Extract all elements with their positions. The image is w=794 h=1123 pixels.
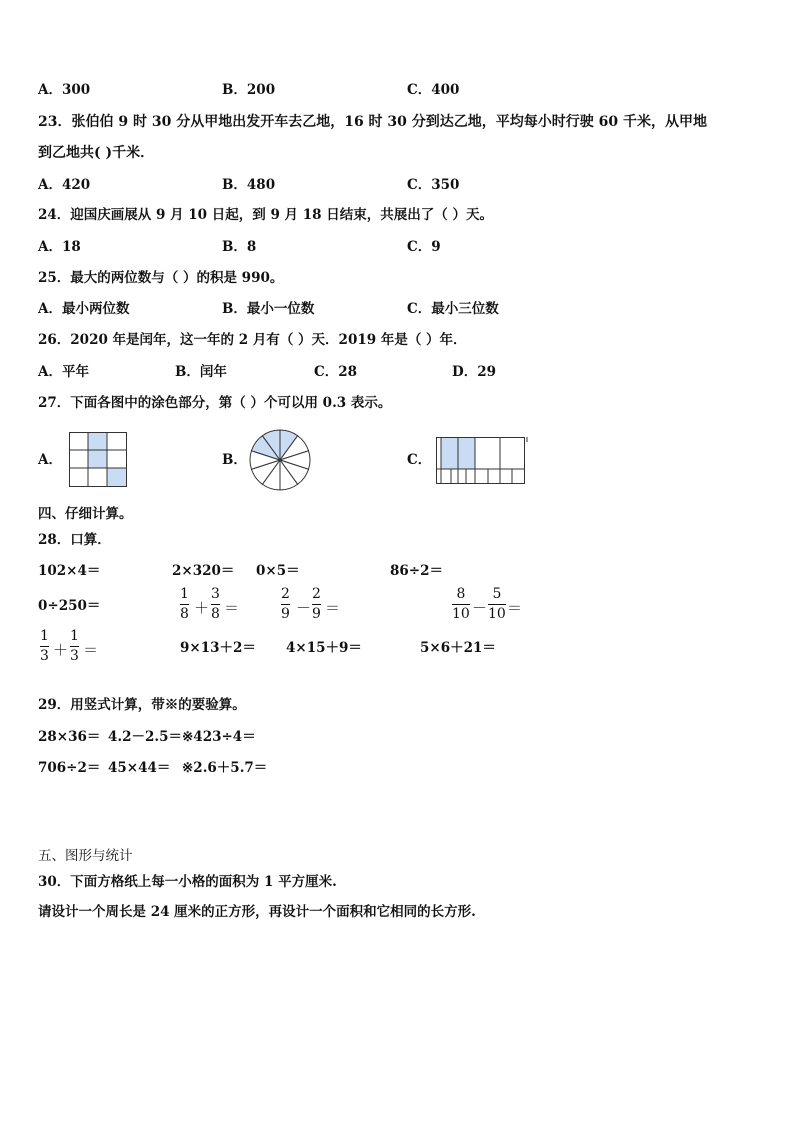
q26-option-c: C．28 xyxy=(314,364,358,380)
q28-expr: 2×320＝ xyxy=(172,563,235,579)
q25-option-c: C．最小三位数 xyxy=(407,301,499,317)
q24-option-a: A．18 xyxy=(38,239,81,255)
fraction: 5 10 xyxy=(488,586,506,623)
equals-sign: ＝ xyxy=(224,599,240,617)
equals-sign: ＝ xyxy=(83,641,99,659)
section-5-heading: 五、图形与统计 xyxy=(38,848,133,864)
figure-b-circle xyxy=(249,429,311,491)
equals-sign: ＝ xyxy=(507,599,523,617)
q24-question: 24．迎国庆画展从 9 月 10 日起，到 9 月 18 日结束，共展出了（ ）天。 xyxy=(38,207,493,223)
q28-expr: 9×13＋2＝ xyxy=(180,640,256,656)
equals-sign: ＝ xyxy=(325,599,341,617)
fraction: 2 9 xyxy=(281,586,290,623)
q23-question-line2: 到乙地共( )千米． xyxy=(38,145,155,161)
q22-option-c: C．400 xyxy=(407,82,460,98)
q30-line1: 30．下面方格纸上每一小格的面积为 1 平方厘米. xyxy=(38,874,337,890)
q28-expr: 0÷250＝ xyxy=(38,598,101,614)
q22-option-b: B．200 xyxy=(222,82,276,98)
q28-title: 28．口算． xyxy=(38,532,111,548)
q26-question: 26．2020 年是闰年，这一年的 2 月有（ ）天．2019 年是（ ）年． xyxy=(38,332,467,348)
q29-title: 29．用竖式计算，带※的要验算。 xyxy=(38,697,246,713)
shaded-cell xyxy=(458,437,475,469)
q28-expr: 0×5＝ xyxy=(256,563,300,579)
q23-question-line1: 23．张伯伯 9 时 30 分从甲地出发开车去乙地，16 时 30 分到达乙地，平均每小时行驶 60 千米，从甲地 xyxy=(38,114,708,130)
fraction: 3 8 xyxy=(211,586,220,623)
q26-option-d: D．29 xyxy=(452,364,496,380)
q30-line2: 请设计一个周长是 24 厘米的正方形，再设计一个面积和它相同的长方形. xyxy=(38,904,476,920)
fraction: 1 8 xyxy=(180,586,189,623)
q27-question: 27．下面各图中的涂色部分，第（ ）个可以用 0.3 表示。 xyxy=(38,395,392,411)
fraction: 1 3 xyxy=(40,628,49,665)
shaded-cell xyxy=(107,468,126,486)
q25-option-a: A．最小两位数 xyxy=(38,301,130,317)
shaded-cell xyxy=(88,432,107,450)
q29-expr: 45×44＝ xyxy=(108,760,171,776)
q29-expr: 706÷2＝ xyxy=(38,760,101,776)
q29-expr: 4.2－2.5＝ xyxy=(108,729,182,745)
operator: ＋ xyxy=(53,641,69,659)
q26-option-a: A．平年 xyxy=(38,364,89,380)
q25-option-b: B．最小一位数 xyxy=(222,301,315,317)
q26-option-b: B．闰年 xyxy=(175,364,227,380)
q29-expr: 28×36＝ xyxy=(38,729,101,745)
q28-expr: 5×6＋21＝ xyxy=(420,640,496,656)
shaded-cell xyxy=(88,450,107,468)
q25-question: 25．最大的两位数与（ ）的积是 990。 xyxy=(38,270,284,286)
q22-option-a: A．300 xyxy=(38,82,91,98)
fraction: 8 10 xyxy=(452,586,470,623)
q23-option-a: A．420 xyxy=(38,177,91,193)
q24-option-b: B．8 xyxy=(222,239,257,255)
q28-expr: 4×15＋9＝ xyxy=(286,640,362,656)
q27-option-b: B． xyxy=(222,452,247,468)
fraction: 1 3 xyxy=(70,628,79,665)
q28-expr: 86÷2＝ xyxy=(390,563,443,579)
q28-expr: 102×4＝ xyxy=(38,563,101,579)
operator: － xyxy=(296,599,312,617)
operator: － xyxy=(472,599,488,617)
q29-expr: ※423÷4＝ xyxy=(182,729,256,745)
shaded-cell xyxy=(441,437,458,469)
q24-option-c: C．9 xyxy=(407,239,441,255)
q27-option-a: A． xyxy=(38,452,62,468)
figure-c-rectangle xyxy=(436,437,528,485)
operator: ＋ xyxy=(194,599,210,617)
q23-option-c: C．350 xyxy=(407,177,460,193)
section-4-heading: 四、仔细计算。 xyxy=(38,506,133,522)
q23-option-b: B．480 xyxy=(222,177,276,193)
figure-a-grid xyxy=(69,432,127,487)
fraction: 2 9 xyxy=(312,586,321,623)
q27-option-c: C． xyxy=(407,452,432,468)
q29-expr: ※2.6＋5.7＝ xyxy=(182,760,268,776)
